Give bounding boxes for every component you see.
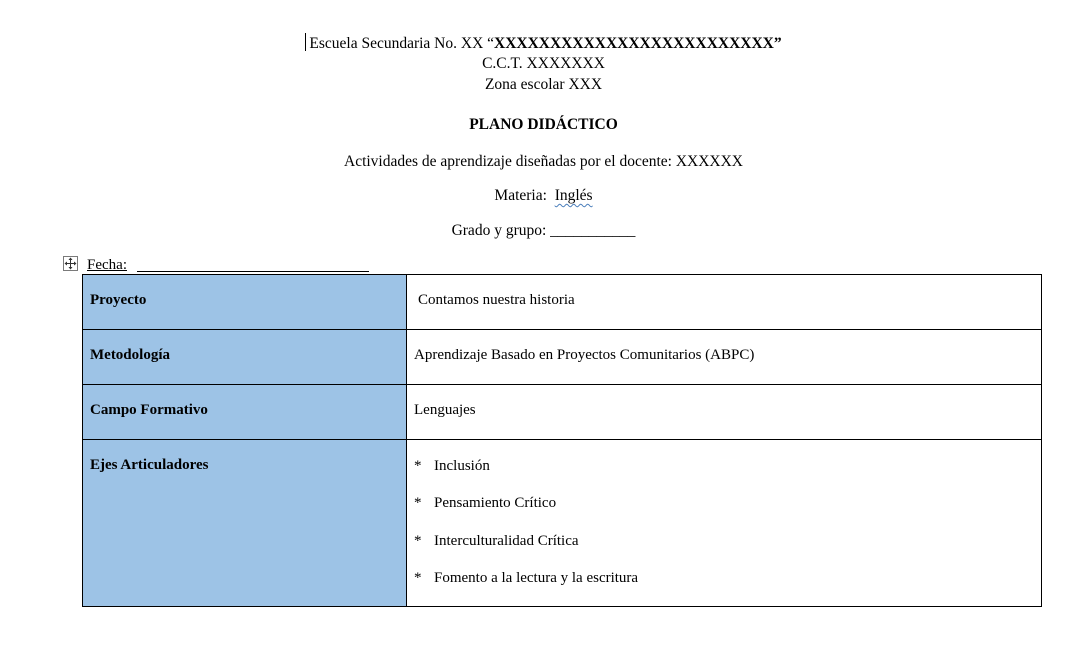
eje-text: Interculturalidad Crítica: [434, 532, 579, 549]
bullet-star: *: [414, 569, 422, 586]
table-move-handle[interactable]: [63, 256, 78, 271]
ejes-articuladores-label: Ejes Articuladores: [83, 440, 407, 607]
table-row: [83, 440, 1042, 607]
list-item: [414, 457, 1041, 494]
document-title: PLANO DIDÁCTICO: [469, 116, 618, 133]
grado-blank: ___________: [550, 222, 636, 239]
ejes-articuladores-value: [407, 440, 1042, 607]
table-row: [83, 275, 1042, 330]
proyecto-value: Contamos nuestra historia: [418, 292, 575, 308]
materia-label: Materia:: [494, 187, 547, 204]
metodologia-label: Metodología: [83, 330, 407, 385]
cct-line: C.C.T. XXXXXXX: [482, 55, 605, 72]
table-row: [83, 330, 1042, 385]
list-item: [414, 494, 1041, 531]
school-name: XXXXXXXXXXXXXXXXXXXXXXXXX”: [494, 35, 782, 52]
list-item: [414, 569, 1041, 606]
campo-formativo-label: Campo Formativo: [83, 385, 407, 440]
fecha-label: Fecha:: [87, 257, 127, 273]
eje-text: Pensamiento Crítico: [434, 495, 557, 512]
bullet-star: *: [414, 458, 422, 474]
move-arrows-icon: [64, 257, 77, 270]
metodologia-value: Aprendizaje Basado en Proyectos Comunitarios (ABPC): [407, 330, 1042, 385]
proyecto-label: Proyecto: [83, 275, 407, 330]
grado-label: Grado y grupo:: [451, 222, 547, 239]
fecha-line: [87, 256, 127, 274]
eje-text: Inclusión: [434, 458, 490, 474]
materia-line: [0, 186, 1087, 206]
plan-table: [82, 274, 1042, 607]
bullet-star: *: [414, 495, 422, 512]
campo-formativo-value: Lenguajes: [407, 385, 1042, 440]
text-cursor: [305, 33, 306, 51]
actividades-line: Actividades de aprendizaje diseñadas por el docente: XXXXXX: [344, 153, 743, 170]
list-item: [414, 532, 1041, 569]
ejes-list: [414, 457, 1041, 606]
bullet-star: *: [414, 532, 422, 549]
fecha-blank-rule: [137, 271, 369, 272]
grado-line: [0, 221, 1087, 241]
materia-value: Inglés: [554, 187, 593, 204]
eje-text: Fomento a la lectura y la escritura: [434, 569, 639, 586]
school-name-line: [0, 33, 1087, 54]
zona-line: Zona escolar XXX: [484, 76, 603, 93]
proyecto-value-cell: [407, 275, 1042, 330]
school-prefix: Escuela Secundaria No. XX “: [309, 35, 495, 52]
table-row: [83, 385, 1042, 440]
